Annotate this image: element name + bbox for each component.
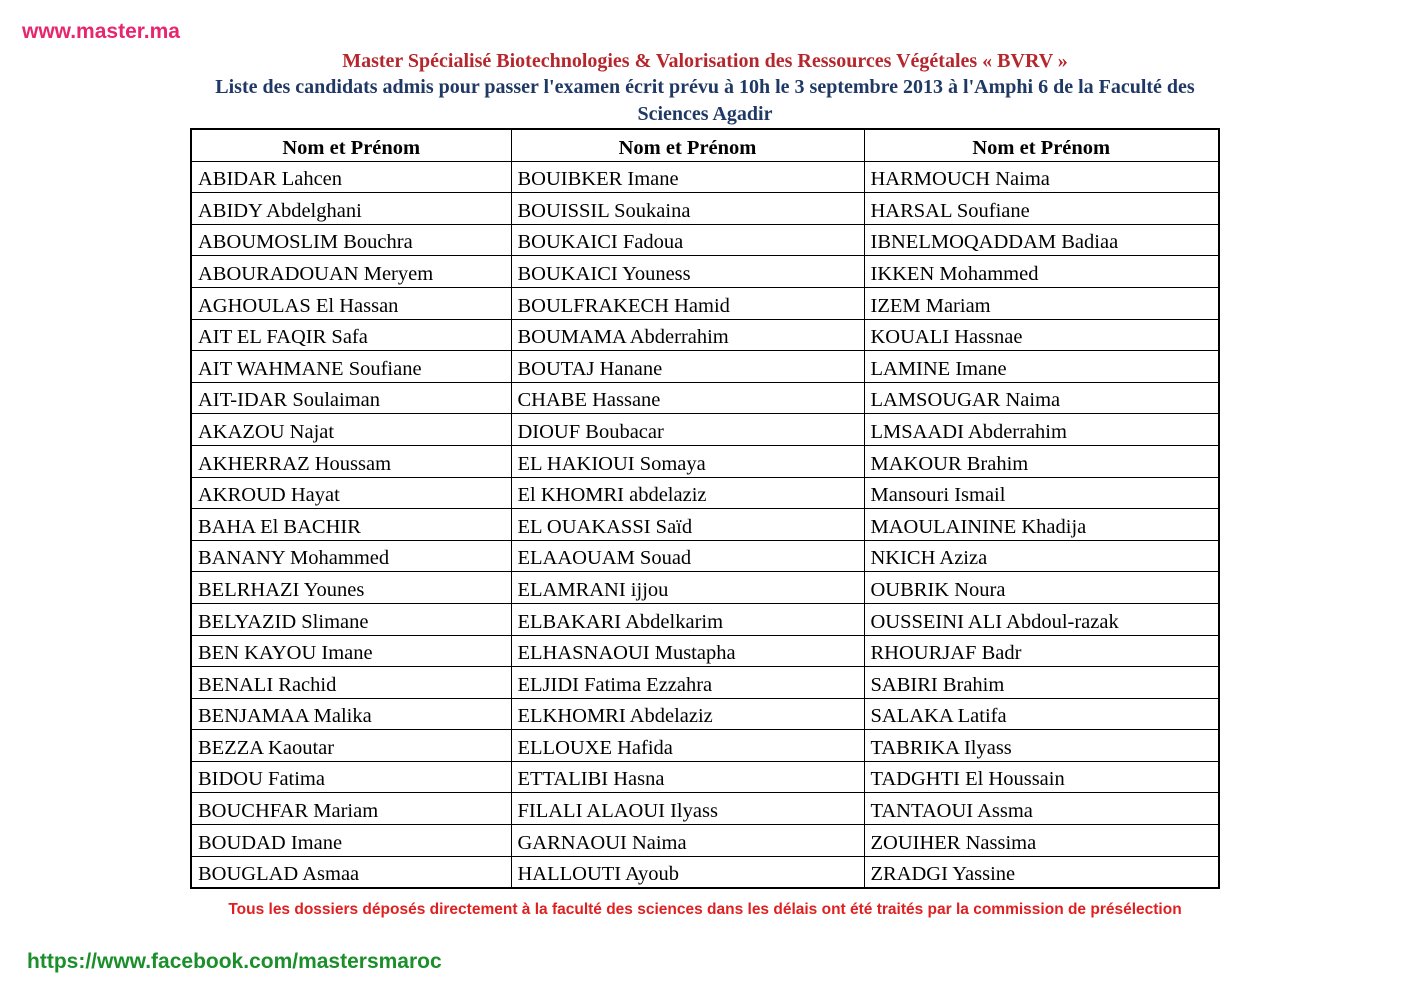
- table-row: [191, 224, 1219, 256]
- candidate-name-cell: AIT WAHMANE Soufiane: [191, 351, 511, 383]
- footnote: Tous les dossiers déposés directement à la faculté des sciences dans les délais ont été traités par la commission de présélection: [228, 901, 1182, 918]
- candidate-name-cell: SABIRI Brahim: [864, 667, 1219, 699]
- candidate-name-cell: ELAMRANI ijjou: [511, 572, 864, 604]
- candidates-table-wrapper: [190, 128, 1220, 889]
- candidate-name-cell: AGHOULAS El Hassan: [191, 287, 511, 319]
- candidate-name-cell: ABOURADOUAN Meryem: [191, 256, 511, 288]
- candidate-name-cell: BOUIBKER Imane: [511, 161, 864, 193]
- candidates-table: [190, 128, 1220, 889]
- table-row: [191, 730, 1219, 762]
- table-row: [191, 761, 1219, 793]
- candidate-name-cell: BOUKAICI Youness: [511, 256, 864, 288]
- candidate-name-cell: OUSSEINI ALI Abdoul-razak: [864, 603, 1219, 635]
- site-link-top[interactable]: www.master.ma: [22, 20, 180, 43]
- candidate-name-cell: MAOULAININE Khadija: [864, 509, 1219, 541]
- table-row: [191, 414, 1219, 446]
- candidate-name-cell: ABOUMOSLIM Bouchra: [191, 224, 511, 256]
- candidate-name-cell: ELJIDI Fatima Ezzahra: [511, 667, 864, 699]
- candidate-name-cell: TABRIKA Ilyass: [864, 730, 1219, 762]
- table-row: [191, 193, 1219, 225]
- candidate-name-cell: ZOUIHER Nassima: [864, 825, 1219, 857]
- candidate-name-cell: AKAZOU Najat: [191, 414, 511, 446]
- table-row: [191, 635, 1219, 667]
- candidate-name-cell: BOUDAD Imane: [191, 825, 511, 857]
- table-row: [191, 540, 1219, 572]
- table-row: [191, 445, 1219, 477]
- candidate-name-cell: BIDOU Fatima: [191, 761, 511, 793]
- table-row: [191, 856, 1219, 888]
- candidate-name-cell: NKICH Aziza: [864, 540, 1219, 572]
- candidate-name-cell: BOUKAICI Fadoua: [511, 224, 864, 256]
- table-row: [191, 319, 1219, 351]
- candidate-name-cell: LAMSOUGAR Naima: [864, 382, 1219, 414]
- candidate-name-cell: HARMOUCH Naima: [864, 161, 1219, 193]
- candidate-name-cell: BEN KAYOU Imane: [191, 635, 511, 667]
- candidate-name-cell: ABIDAR Lahcen: [191, 161, 511, 193]
- candidate-name-cell: El KHOMRI abdelaziz: [511, 477, 864, 509]
- candidate-name-cell: BEZZA Kaoutar: [191, 730, 511, 762]
- candidate-name-cell: MAKOUR Brahim: [864, 445, 1219, 477]
- candidate-name-cell: GARNAOUI Naima: [511, 825, 864, 857]
- candidate-name-cell: DIOUF Boubacar: [511, 414, 864, 446]
- candidate-name-cell: BOUISSIL Soukaina: [511, 193, 864, 225]
- candidate-name-cell: ABIDY Abdelghani: [191, 193, 511, 225]
- document-subtitle: Liste des candidats admis pour passer l'examen écrit prévu à 10h le 3 septembre 2013 à l'Amphi 6 de la Faculté des Sciences Agadir: [215, 76, 1195, 125]
- candidate-name-cell: BENJAMAA Malika: [191, 698, 511, 730]
- title-block: [150, 48, 1260, 128]
- candidate-name-cell: EL OUAKASSI Saïd: [511, 509, 864, 541]
- table-row: [191, 161, 1219, 193]
- candidate-name-cell: OUBRIK Noura: [864, 572, 1219, 604]
- table-body: [191, 161, 1219, 888]
- table-row: [191, 477, 1219, 509]
- candidate-name-cell: TANTAOUI Assma: [864, 793, 1219, 825]
- candidate-name-cell: BANANY Mohammed: [191, 540, 511, 572]
- candidate-name-cell: BOULFRAKECH Hamid: [511, 287, 864, 319]
- table-row: [191, 572, 1219, 604]
- candidate-name-cell: LMSAADI Abderrahim: [864, 414, 1219, 446]
- candidate-name-cell: Mansouri Ismail: [864, 477, 1219, 509]
- table-row: [191, 287, 1219, 319]
- candidate-name-cell: IZEM Mariam: [864, 287, 1219, 319]
- candidate-name-cell: BOUCHFAR Mariam: [191, 793, 511, 825]
- table-row: [191, 698, 1219, 730]
- candidate-name-cell: HALLOUTI Ayoub: [511, 856, 864, 888]
- column-header: Nom et Prénom: [864, 129, 1219, 161]
- column-header: Nom et Prénom: [511, 129, 864, 161]
- document-title: Master Spécialisé Biotechnologies & Valorisation des Ressources Végétales « BVRV »: [342, 50, 1068, 72]
- candidate-name-cell: ELBAKARI Abdelkarim: [511, 603, 864, 635]
- candidate-name-cell: EL HAKIOUI Somaya: [511, 445, 864, 477]
- candidate-name-cell: BAHA El BACHIR: [191, 509, 511, 541]
- candidate-name-cell: LAMINE Imane: [864, 351, 1219, 383]
- candidate-name-cell: ELKHOMRI Abdelaziz: [511, 698, 864, 730]
- candidate-name-cell: KOUALI Hassnae: [864, 319, 1219, 351]
- facebook-link[interactable]: https://www.facebook.com/mastersmaroc: [27, 950, 442, 973]
- table-row: [191, 603, 1219, 635]
- table-row: [191, 351, 1219, 383]
- candidate-name-cell: ELAAOUAM Souad: [511, 540, 864, 572]
- candidate-name-cell: SALAKA Latifa: [864, 698, 1219, 730]
- candidate-name-cell: IKKEN Mohammed: [864, 256, 1219, 288]
- candidate-name-cell: IBNELMOQADDAM Badiaa: [864, 224, 1219, 256]
- candidate-name-cell: AIT EL FAQIR Safa: [191, 319, 511, 351]
- candidate-name-cell: AIT-IDAR Soulaiman: [191, 382, 511, 414]
- candidate-name-cell: ZRADGI Yassine: [864, 856, 1219, 888]
- table-row: [191, 256, 1219, 288]
- candidate-name-cell: HARSAL Soufiane: [864, 193, 1219, 225]
- table-header-row: [191, 129, 1219, 161]
- table-row: [191, 825, 1219, 857]
- candidate-name-cell: BELYAZID Slimane: [191, 603, 511, 635]
- candidate-name-cell: AKROUD Hayat: [191, 477, 511, 509]
- table-row: [191, 667, 1219, 699]
- candidate-name-cell: RHOURJAF Badr: [864, 635, 1219, 667]
- candidate-name-cell: ELLOUXE Hafida: [511, 730, 864, 762]
- candidate-name-cell: AKHERRAZ Houssam: [191, 445, 511, 477]
- candidate-name-cell: CHABE Hassane: [511, 382, 864, 414]
- candidate-name-cell: BOUTAJ Hanane: [511, 351, 864, 383]
- table-row: [191, 509, 1219, 541]
- candidate-name-cell: BENALI Rachid: [191, 667, 511, 699]
- column-header: Nom et Prénom: [191, 129, 511, 161]
- candidate-name-cell: ELHASNAOUI Mustapha: [511, 635, 864, 667]
- candidate-name-cell: BOUGLAD Asmaa: [191, 856, 511, 888]
- candidate-name-cell: TADGHTI El Houssain: [864, 761, 1219, 793]
- candidate-name-cell: FILALI ALAOUI Ilyass: [511, 793, 864, 825]
- table-row: [191, 382, 1219, 414]
- candidate-name-cell: BOUMAMA Abderrahim: [511, 319, 864, 351]
- candidate-name-cell: BELRHAZI Younes: [191, 572, 511, 604]
- table-row: [191, 793, 1219, 825]
- candidate-name-cell: ETTALIBI Hasna: [511, 761, 864, 793]
